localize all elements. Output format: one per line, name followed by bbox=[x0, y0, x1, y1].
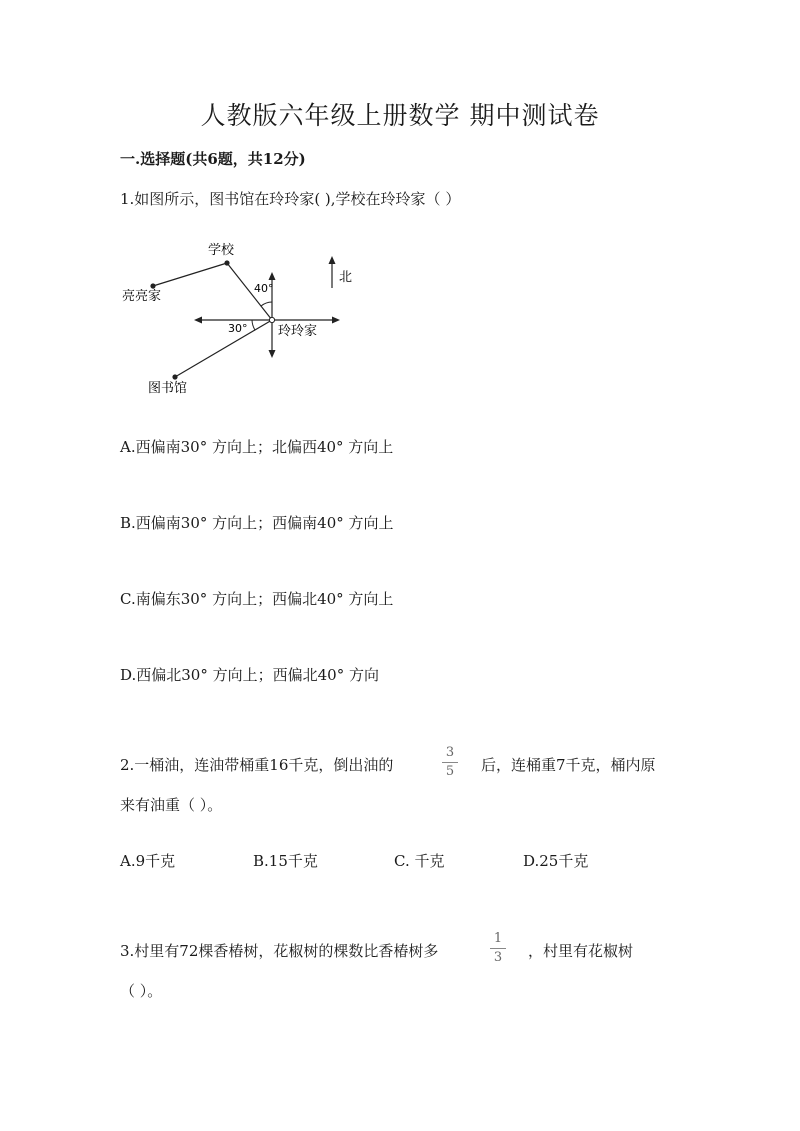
question-2-text-after: 后，连桶重7千克，桶内原 bbox=[481, 756, 656, 774]
q2-option-b: B.15千克 bbox=[253, 852, 318, 870]
section-heading: 一.选择题(共6题，共12分) bbox=[120, 150, 306, 168]
question-2-text-line2: 来有油重（ ）。 bbox=[120, 796, 223, 814]
question-3-text-after: ，村里有花椒树 bbox=[528, 942, 634, 960]
west-arrow bbox=[194, 317, 202, 324]
lingling-point bbox=[269, 317, 274, 322]
south-arrow bbox=[269, 350, 276, 358]
question-2-text-before: 2.一桶油，连油带桶重16千克，倒出油的 bbox=[120, 756, 394, 774]
angle-arc-40 bbox=[261, 302, 272, 306]
north-arrow bbox=[269, 272, 276, 280]
angle-arc-30 bbox=[252, 320, 255, 330]
q2-fraction bbox=[440, 746, 460, 779]
page-title: 人教版六年级上册数学 期中测试卷 bbox=[200, 101, 600, 130]
q3-fraction-bar bbox=[490, 948, 506, 949]
school-label: 学校 bbox=[208, 243, 235, 258]
q2-option-a: A.9千克 bbox=[120, 852, 176, 870]
q2-option-c: C. 千克 bbox=[394, 852, 445, 870]
line-school-to-liangliang bbox=[153, 263, 227, 286]
q2-fraction-numerator: 3 bbox=[445, 745, 455, 760]
lingling-label: 玲玲家 bbox=[278, 324, 318, 339]
north-label: 北 bbox=[339, 270, 353, 285]
angle-label-40: 40° bbox=[254, 282, 274, 295]
question-3-text-line2: （ ）。 bbox=[120, 982, 163, 1000]
q1-option-a: A.西偏南30° 方向上；北偏西40° 方向上 bbox=[120, 438, 394, 456]
q1-option-c: C.南偏东30° 方向上；西偏北40° 方向上 bbox=[120, 590, 394, 608]
library-point bbox=[172, 374, 177, 379]
q2-fraction-denominator: 5 bbox=[445, 764, 455, 779]
angle-label-30: 30° bbox=[228, 322, 248, 335]
q3-fraction bbox=[488, 932, 508, 965]
east-arrow bbox=[332, 317, 340, 324]
q1-option-b: B.西偏南30° 方向上；西偏南40° 方向上 bbox=[120, 514, 394, 532]
direction-diagram bbox=[110, 236, 370, 396]
question-1-text: 1.如图所示，图书馆在玲玲家( ),学校在玲玲家（ ） bbox=[120, 190, 461, 208]
q2-option-d: D.25千克 bbox=[523, 852, 589, 870]
q1-option-d: D.西偏北30° 方向上；西偏北40° 方向 bbox=[120, 666, 379, 684]
line-to-library bbox=[175, 320, 272, 377]
liangliang-label: 亮亮家 bbox=[122, 289, 162, 304]
liangliang-point bbox=[150, 283, 155, 288]
question-3-text-before: 3.村里有72棵香椿树，花椒树的棵数比香椿树多 bbox=[120, 942, 439, 960]
compass-north-arrow bbox=[329, 256, 336, 264]
q3-fraction-denominator: 3 bbox=[493, 950, 503, 965]
q2-fraction-bar bbox=[442, 762, 458, 763]
school-point bbox=[224, 260, 229, 265]
q3-fraction-numerator: 1 bbox=[493, 931, 503, 946]
library-label: 图书馆 bbox=[148, 381, 188, 396]
